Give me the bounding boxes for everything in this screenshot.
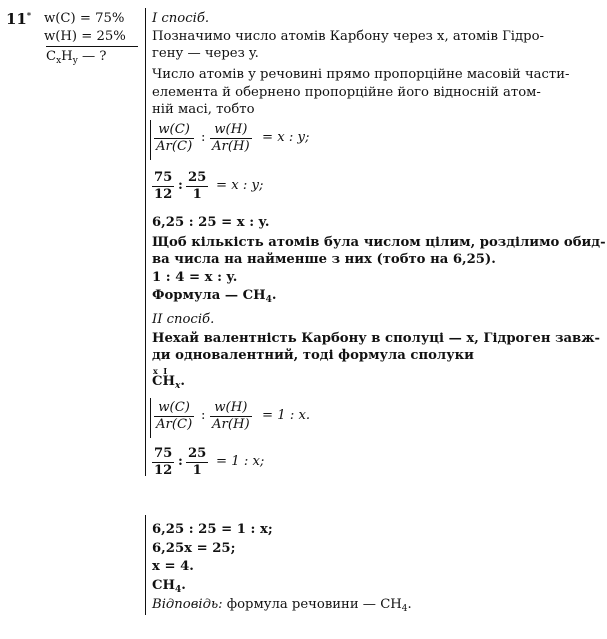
- equation-rhs: = x : y;: [262, 130, 310, 145]
- method1-text: Позначимо число атомів Карбону через x, атомів Гідро-: [152, 29, 544, 44]
- method1-text: елемента й обернено пропорційне його відносній атом-: [152, 85, 541, 100]
- continuation-line: x = 4.: [152, 559, 194, 574]
- method1-text: Число атомів у речовині прямо пропорційне масовій части-: [152, 67, 570, 82]
- equation-rhs: = 1 : x;: [216, 454, 265, 469]
- method1-text: гену — через y.: [152, 46, 259, 61]
- equation-rule: [150, 398, 151, 438]
- continuation-line: 6,25 : 25 = 1 : x;: [152, 522, 273, 537]
- method1-text: ва числа на найменше з них (тобто на 6,25).: [152, 252, 496, 267]
- answer-line: Відповідь: формула речовини — $CH_4$.: [152, 597, 412, 614]
- colon: :: [201, 130, 206, 145]
- colon: :: [201, 408, 206, 423]
- method2-heading: II спосіб.: [152, 312, 215, 327]
- fraction: $\frac{w(H)}{Ar(H)}$: [212, 400, 250, 432]
- given-block: [44, 10, 140, 46]
- method2-text: ди одновалентний, тоді формула сполуки: [152, 348, 474, 363]
- continuation-line: 6,25x = 25;: [152, 541, 236, 556]
- equation-line: 6,25 : 25 = x : y.: [152, 215, 270, 230]
- valence-marks: x I: [153, 366, 168, 376]
- fraction: $\frac{w(C)}{Ar(C)}$: [156, 122, 193, 154]
- problem-number: 11*: [6, 10, 32, 28]
- fraction: $\frac{w(H)}{Ar(H)}$: [212, 122, 250, 154]
- fraction: $\frac{w(C)}{Ar(C)}$: [156, 400, 193, 432]
- compound-formula: $CH_x$.: [152, 374, 185, 391]
- fraction: $\frac{25}{1}$: [188, 446, 207, 478]
- given-w-carbon: w(C) = 75%: [44, 11, 125, 26]
- colon: :: [178, 454, 183, 469]
- fraction: $\frac{25}{1}$: [188, 170, 207, 202]
- equation-rule: [150, 120, 151, 160]
- given-divider: [46, 46, 138, 47]
- find-label: $C_xH_y$ — ?: [46, 49, 107, 66]
- given-w-hydrogen: w(H) = 25%: [44, 29, 126, 44]
- method1-text: ній масі, тобто: [152, 102, 255, 117]
- equation-line: 1 : 4 = x : y.: [152, 270, 238, 285]
- equation-rhs: = x : y;: [216, 178, 264, 193]
- continuation-vertical-rule: [145, 515, 146, 615]
- fraction: $\frac{75}{12}$: [154, 170, 173, 202]
- method1-text: Щоб кількість атомів була числом цілим, розділимо обид-: [152, 235, 606, 250]
- equation-rhs: = 1 : x.: [262, 408, 311, 423]
- continuation-formula: $CH_4$.: [152, 578, 186, 595]
- main-vertical-rule: [145, 8, 146, 476]
- colon: :: [178, 178, 183, 193]
- fraction: $\frac{75}{12}$: [154, 446, 173, 478]
- method2-text: Нехай валентність Карбону в сполуці — x, Гідроген завж-: [152, 331, 600, 346]
- formula-line: Формула — $CH_4$.: [152, 288, 277, 305]
- method1-heading: I спосіб.: [152, 11, 210, 26]
